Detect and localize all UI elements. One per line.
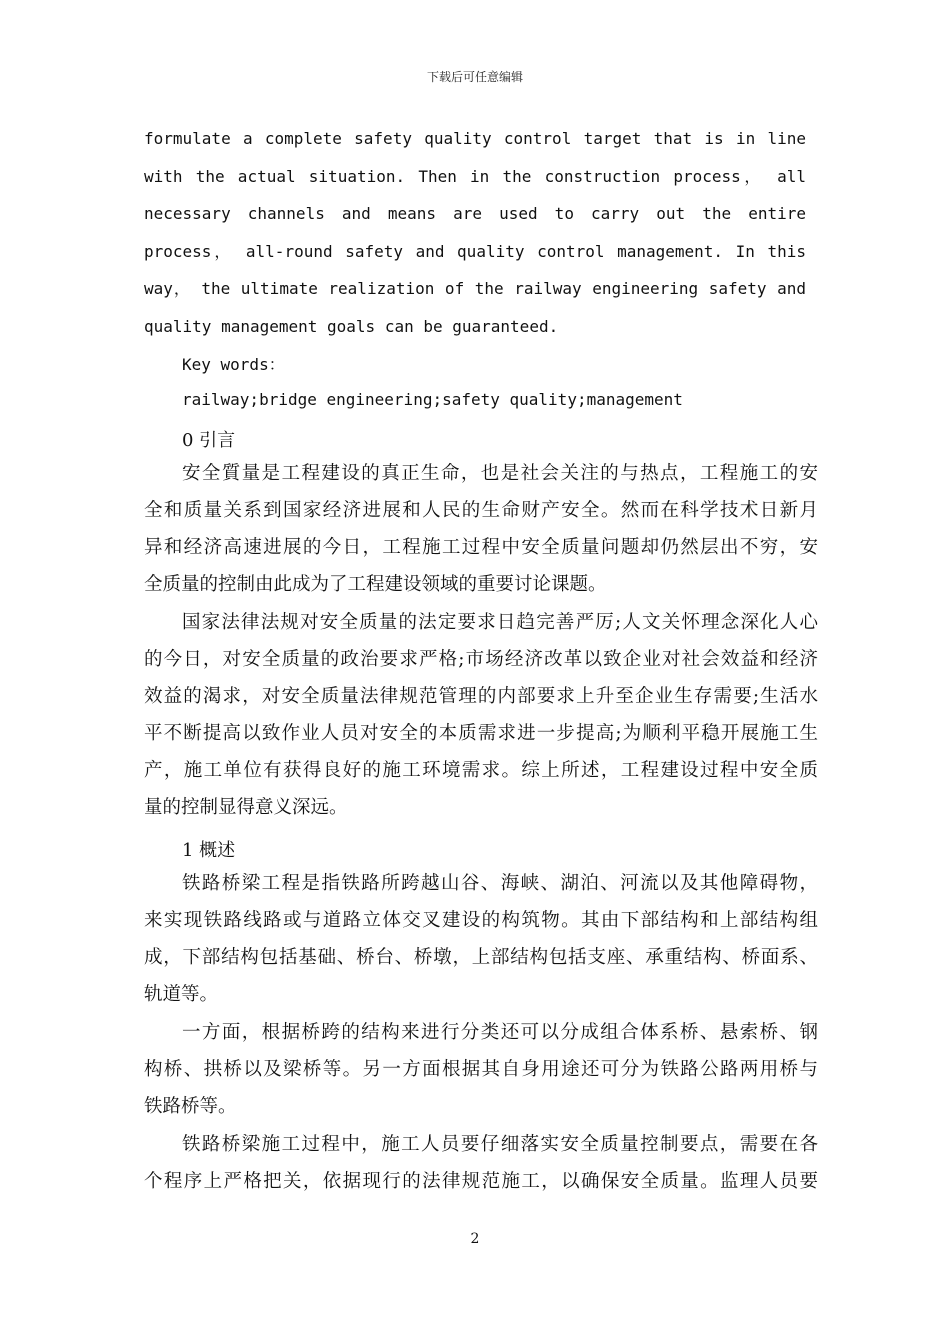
paragraph-line: 轨道等。 (144, 984, 219, 1005)
paragraph-line: 来实现铁路线路或与道路立体交叉建设的构筑物。其由下部结构和上部结构组 (144, 910, 818, 931)
keywords-text: railway;bridge engineering;safety quality;management (182, 390, 683, 409)
section-title-overview: 1 概述 (182, 840, 236, 861)
abstract-line: process， all-round safety and quality control management. In this (144, 241, 806, 261)
keywords-label: Key words： (182, 355, 285, 374)
paragraph-line: 量的控制显得意义深远。 (144, 797, 348, 818)
abstract-line: way， the ultimate realization of the railway engineering safety and (144, 279, 806, 298)
paragraph-line: 个程序上严格把关，依据现行的法律规范施工，以确保安全质量。监理人员要 (144, 1171, 818, 1192)
paragraph-line: 产，施工单位有获得良好的施工环境需求。综上所述，工程建设过程中安全质 (144, 760, 818, 781)
abstract-line: necessary channels and means are used to carry out the entire (144, 204, 806, 223)
paragraph-line: 的今日，对安全质量的政治要求严格;市场经济改革以致企业对社会效益和经济 (144, 649, 818, 670)
abstract-line: formulate a complete safety quality control target that is in line (144, 129, 806, 148)
paragraph-line: 铁路桥梁施工过程中，施工人员要仔细落实安全质量控制要点，需要在各 (182, 1134, 818, 1155)
paragraph-line: 铁路桥梁工程是指铁路所跨越山谷、海峡、湖泊、河流以及其他障碍物， (182, 873, 818, 894)
paragraph-2 (144, 604, 818, 826)
page-header: 下载后可任意编辑 (426, 70, 523, 84)
paragraph-1 (144, 455, 818, 603)
paragraph-line: 安全質量是工程建设的真正生命，也是社会关注的与热点，工程施工的安 (182, 463, 818, 484)
paragraph-line: 全和质量关系到国家经济进展和人民的生命财产安全。然而在科学技术日新月 (144, 500, 818, 521)
paragraph-line: 一方面，根据桥跨的结构来进行分类还可以分成组合体系桥、悬索桥、钢 (182, 1022, 818, 1043)
paragraph-line: 全质量的控制由此成为了工程建设领域的重要讨论课题。 (144, 574, 607, 595)
paragraph-line: 构桥、拱桥以及梁桥等。另一方面根据其自身用途还可分为铁路公路两用桥与 (144, 1059, 818, 1080)
abstract-line: quality management goals can be guaranteed. (144, 316, 559, 336)
paragraph-line: 异和经济高速进展的今日，工程施工过程中安全质量问题却仍然层出不穷，安 (144, 537, 818, 558)
paragraph-5 (144, 1126, 818, 1200)
page-number: 2 (470, 1231, 480, 1247)
paragraph-line: 平不断提高以致作业人员对安全的本质需求进一步提高;为顺利平稳开展施工生 (144, 723, 818, 744)
abstract-line: with the actual situation. Then in the construction process， all (144, 166, 806, 186)
paragraph-line: 国家法律法规对安全质量的法定要求日趋完善严厉;人文关怀理念深化人心 (182, 612, 818, 633)
paragraph-line: 铁路桥等。 (144, 1096, 237, 1117)
paragraph-4 (144, 1014, 818, 1125)
paragraph-line: 成，下部结构包括基础、桥台、桥墩，上部结构包括支座、承重结构、桥面系、 (144, 947, 818, 968)
section-title-intro: 0 引言 (182, 430, 236, 451)
abstract-english (144, 120, 806, 345)
paragraph-3 (144, 865, 818, 1013)
paragraph-line: 效益的渴求，对安全质量法律规范管理的内部要求上升至企业生存需要;生活水 (144, 686, 818, 707)
